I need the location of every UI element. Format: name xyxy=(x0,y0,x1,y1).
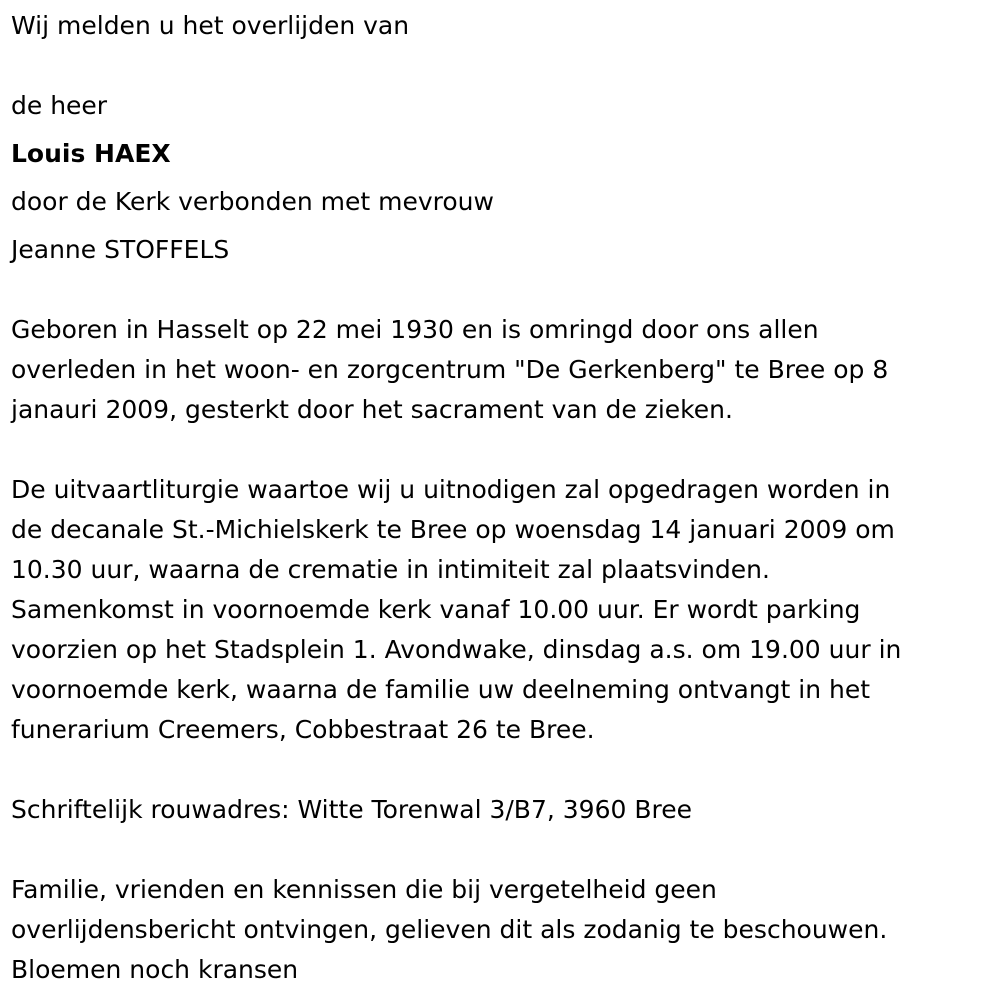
funeral-paragraph-line: funerarium Creemers, Cobbestraat 26 te Bree. xyxy=(11,715,595,744)
closing-paragraph-line: overlijdensbericht ontvingen, gelieven dit als zodanig te beschouwen. xyxy=(11,915,888,944)
intro-line: Wij melden u het overlijden van xyxy=(11,11,410,40)
funeral-paragraph-line: 10.30 uur, waarna de crematie in intimiteit zal plaatsvinden. xyxy=(11,555,770,584)
spouse-line: door de Kerk verbonden met mevrouw xyxy=(11,187,494,216)
birth-paragraph-line: janauri 2009, gesterkt door het sacrament van de zieken. xyxy=(11,395,733,424)
funeral-paragraph-line: Samenkomst in voornoemde kerk vanaf 10.00 uur. Er wordt parking xyxy=(11,595,861,624)
funeral-paragraph-line: de decanale St.-Michielskerk te Bree op woensdag 14 januari 2009 om xyxy=(11,515,895,544)
birth-paragraph-line: Geboren in Hasselt op 22 mei 1930 en is omringd door ons allen xyxy=(11,315,819,344)
funeral-paragraph-line: voornoemde kerk, waarna de familie uw deelneming ontvangt in het xyxy=(11,675,871,704)
closing-paragraph-line: Bloemen noch kransen xyxy=(11,955,299,984)
funeral-paragraph-line: voorzien op het Stadsplein 1. Avondwake, dinsdag a.s. om 19.00 uur in xyxy=(11,635,902,664)
closing-paragraph-line: Familie, vrienden en kennissen die bij vergetelheid geen xyxy=(11,875,717,904)
funeral-paragraph-line: De uitvaartliturgie waartoe wij u uitnodigen zal opgedragen worden in xyxy=(11,475,891,504)
deceased-name: Louis HAEX xyxy=(11,139,171,168)
address-line: Schriftelijk rouwadres: Witte Torenwal 3/B7, 3960 Bree xyxy=(11,795,692,824)
birth-paragraph-line: overleden in het woon- en zorgcentrum "De Gerkenberg" te Bree op 8 xyxy=(11,355,889,384)
spouse-name: Jeanne STOFFELS xyxy=(11,235,230,264)
title-prefix: de heer xyxy=(11,91,108,120)
